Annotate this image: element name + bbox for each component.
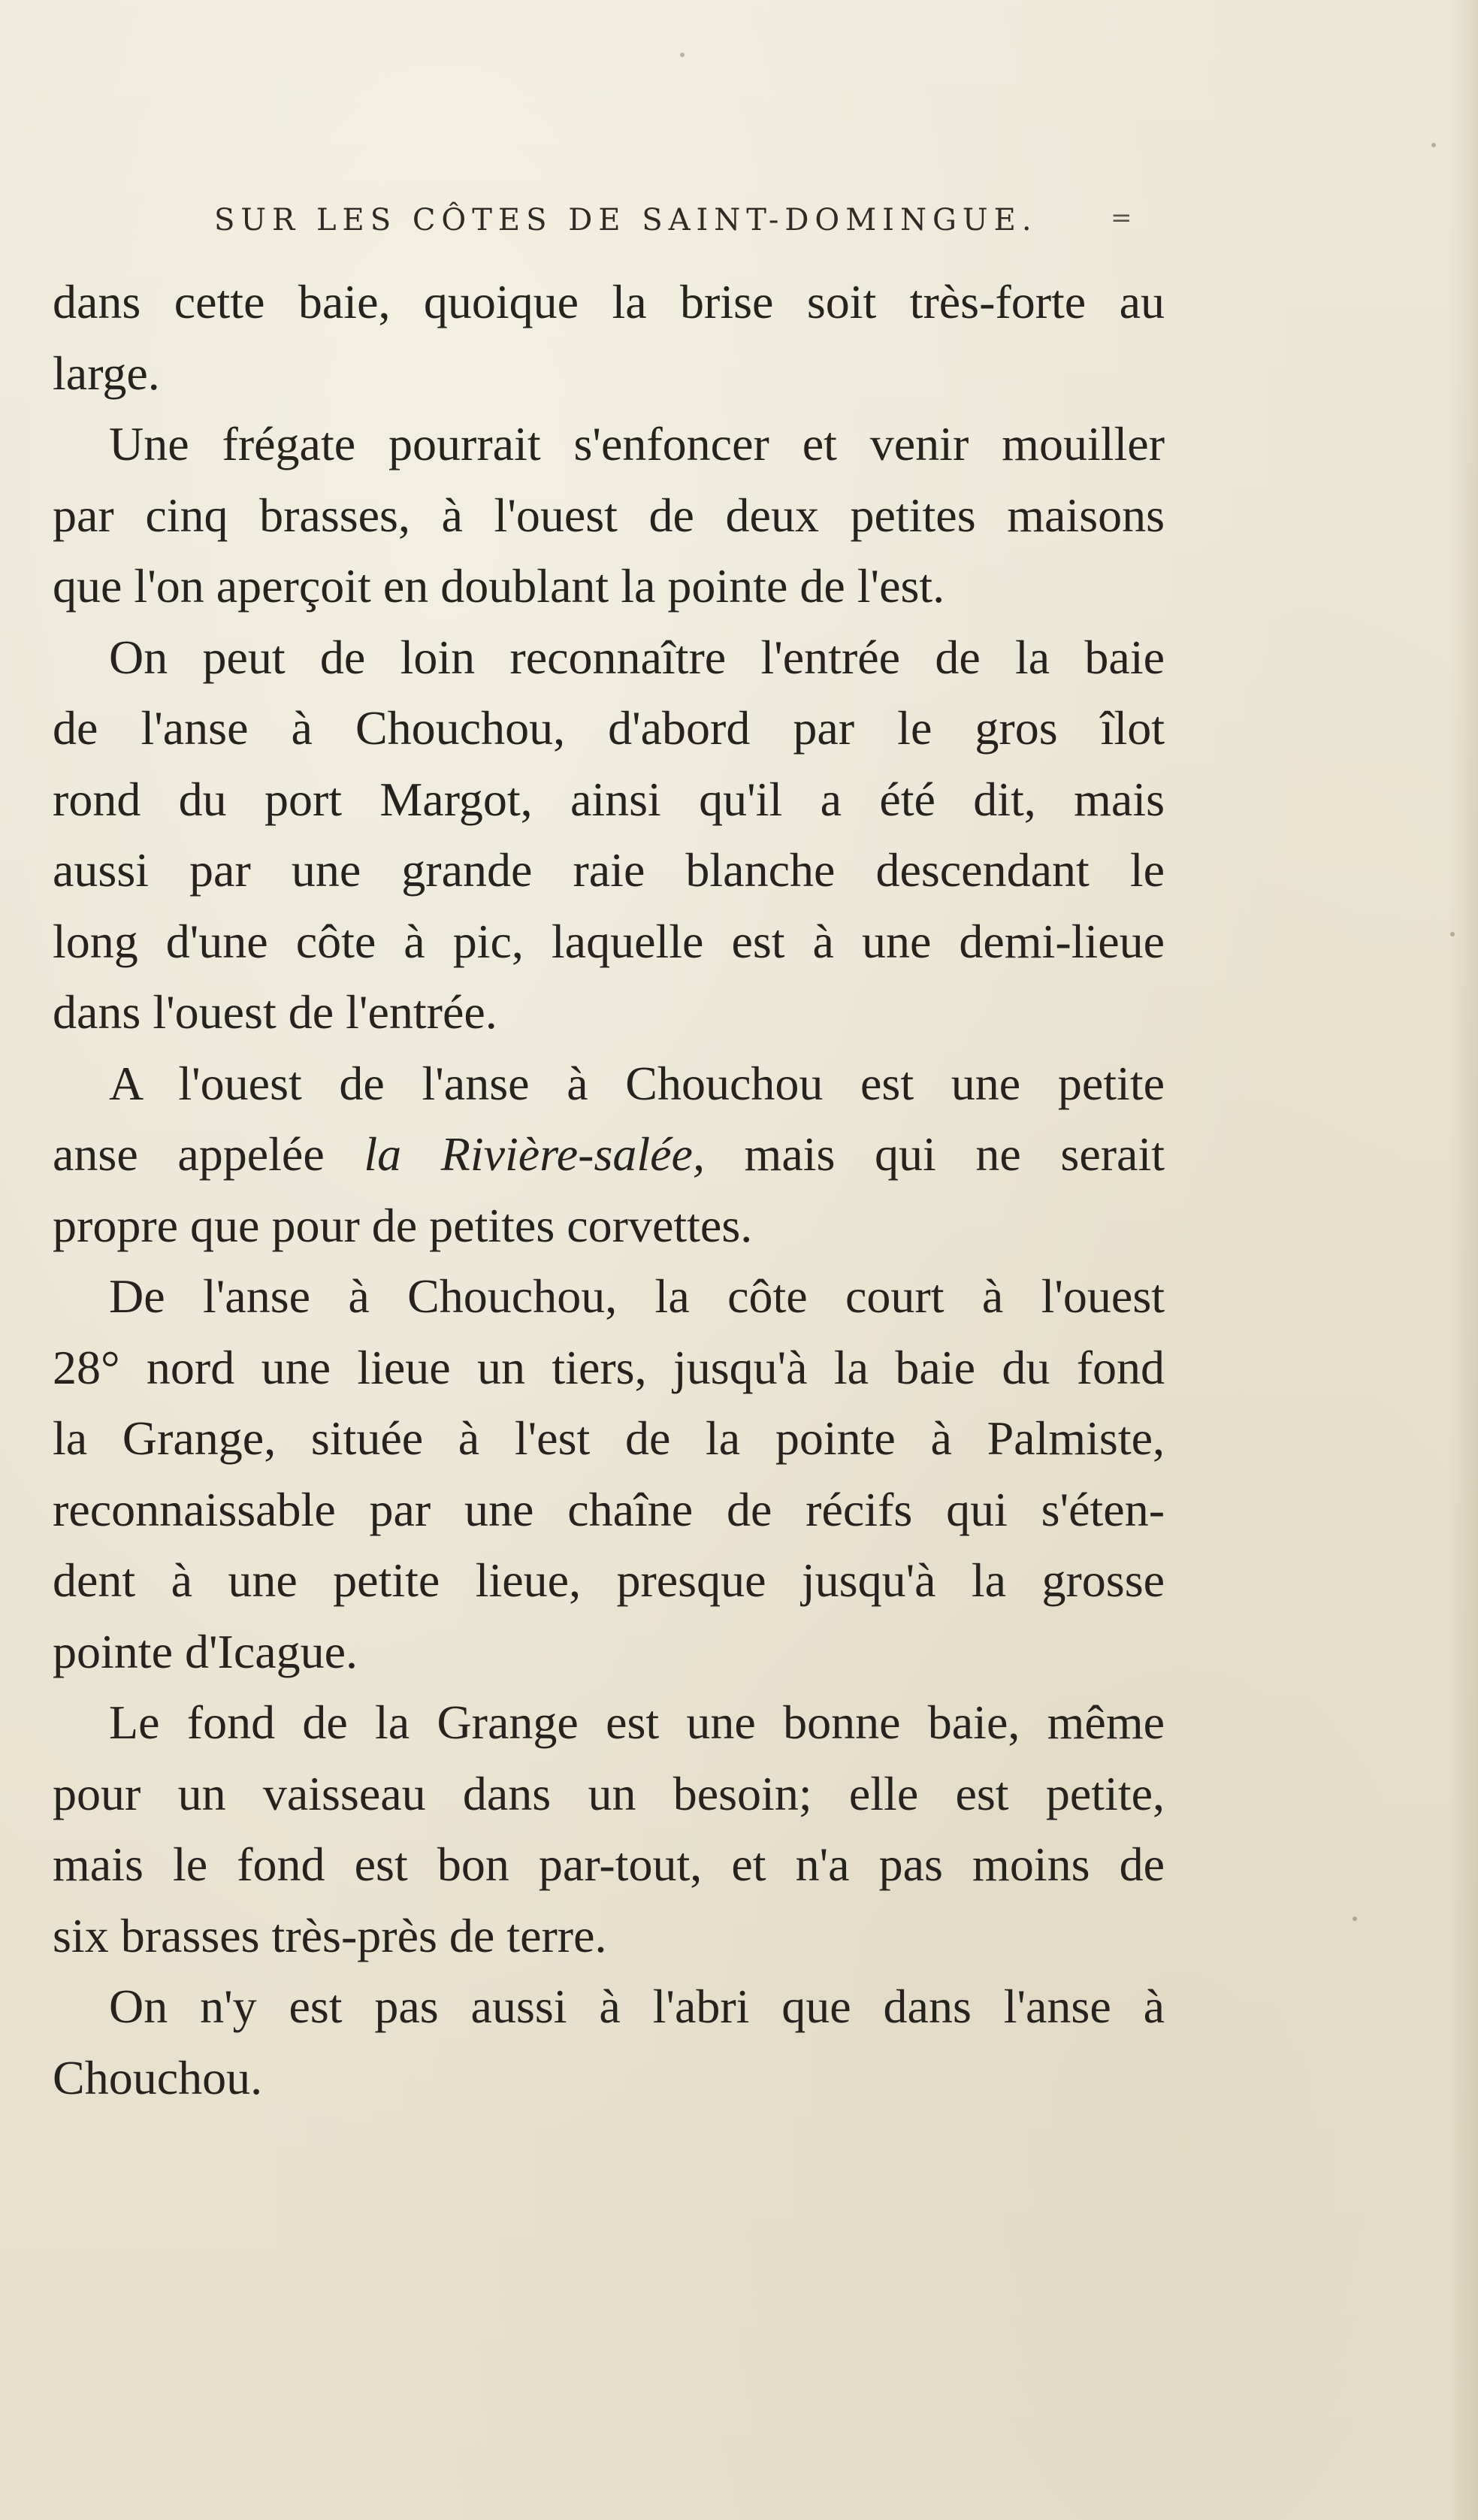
paper-speck xyxy=(1353,1916,1357,1921)
paper-speck xyxy=(680,53,685,57)
text-line: dans cette baie, quoique la brise soit très-forte au xyxy=(53,275,1165,328)
text-line: 28° nord une lieue un tiers, jusqu'à la baie du fond xyxy=(53,1340,1165,1394)
text-line: reconnaissable par une chaîne de récifs qui s'éten- xyxy=(53,1482,1165,1536)
signature-mark: = xyxy=(1111,203,1132,233)
running-head: SUR LES CÔTES DE SAINT-DOMINGUE. xyxy=(214,203,1038,237)
body-text xyxy=(53,267,1165,2113)
text-line: On peut de loin reconnaître l'entrée de la baie xyxy=(109,630,1165,684)
text-line: A l'ouest de l'anse à Chouchou est une petite xyxy=(109,1056,1165,1110)
text-segment: mais qui ne serait xyxy=(704,1127,1165,1181)
text-line: On n'y est pas aussi à l'abri que dans l'anse à xyxy=(109,1980,1165,2033)
text-line: six brasses très-près de terre. xyxy=(53,1908,607,1962)
page-edge-shadow xyxy=(1448,0,1478,2520)
paragraph-1 xyxy=(53,267,1165,409)
paper-speck xyxy=(1450,932,1455,936)
text-line: pointe d'Icague. xyxy=(53,1624,358,1678)
text-line: de l'anse à Chouchou, d'abord par le gros îlot xyxy=(53,701,1165,755)
paragraph-5 xyxy=(53,1261,1165,1687)
text-line: pour un vaisseau dans un besoin; elle est petite, xyxy=(53,1766,1165,1820)
text-line: Une frégate pourrait s'enfoncer et venir mouiller xyxy=(109,417,1165,470)
paragraph-4 xyxy=(53,1048,1165,1262)
paragraph-2 xyxy=(53,409,1165,622)
paper-speck xyxy=(1431,143,1436,147)
text-line xyxy=(53,1119,1165,1190)
text-line: propre que pour de petites corvettes. xyxy=(53,1198,753,1252)
text-line: Chouchou. xyxy=(53,2050,263,2104)
text-line: rond du port Margot, ainsi qu'il a été dit, mais xyxy=(53,772,1165,826)
text-line: long d'une côte à pic, laquelle est à une demi-lieue xyxy=(53,914,1165,968)
text-line: dans l'ouest de l'entrée. xyxy=(53,985,497,1039)
text-line: De l'anse à Chouchou, la côte court à l'ouest xyxy=(109,1269,1165,1323)
paragraph-6 xyxy=(53,1687,1165,1971)
text-line: par cinq brasses, à l'ouest de deux petites maisons xyxy=(53,488,1165,542)
text-line: large. xyxy=(53,346,160,400)
text-line: mais le fond est bon par-tout, et n'a pas moins de xyxy=(53,1838,1165,1891)
paragraph-7 xyxy=(53,1971,1165,2113)
text-segment: anse appelée xyxy=(53,1127,364,1181)
place-name-italic: la Rivière-salée, xyxy=(364,1127,705,1181)
text-line: la Grange, située à l'est de la pointe à Palmiste, xyxy=(53,1411,1165,1465)
text-line: Le fond de la Grange est une bonne baie, même xyxy=(109,1696,1165,1749)
paragraph-3 xyxy=(53,622,1165,1048)
text-line: que l'on aperçoit en doublant la pointe de l'est. xyxy=(53,559,945,613)
text-line: aussi par une grande raie blanche descendant le xyxy=(53,843,1165,897)
text-line: dent à une petite lieue, presque jusqu'à la grosse xyxy=(53,1553,1165,1607)
